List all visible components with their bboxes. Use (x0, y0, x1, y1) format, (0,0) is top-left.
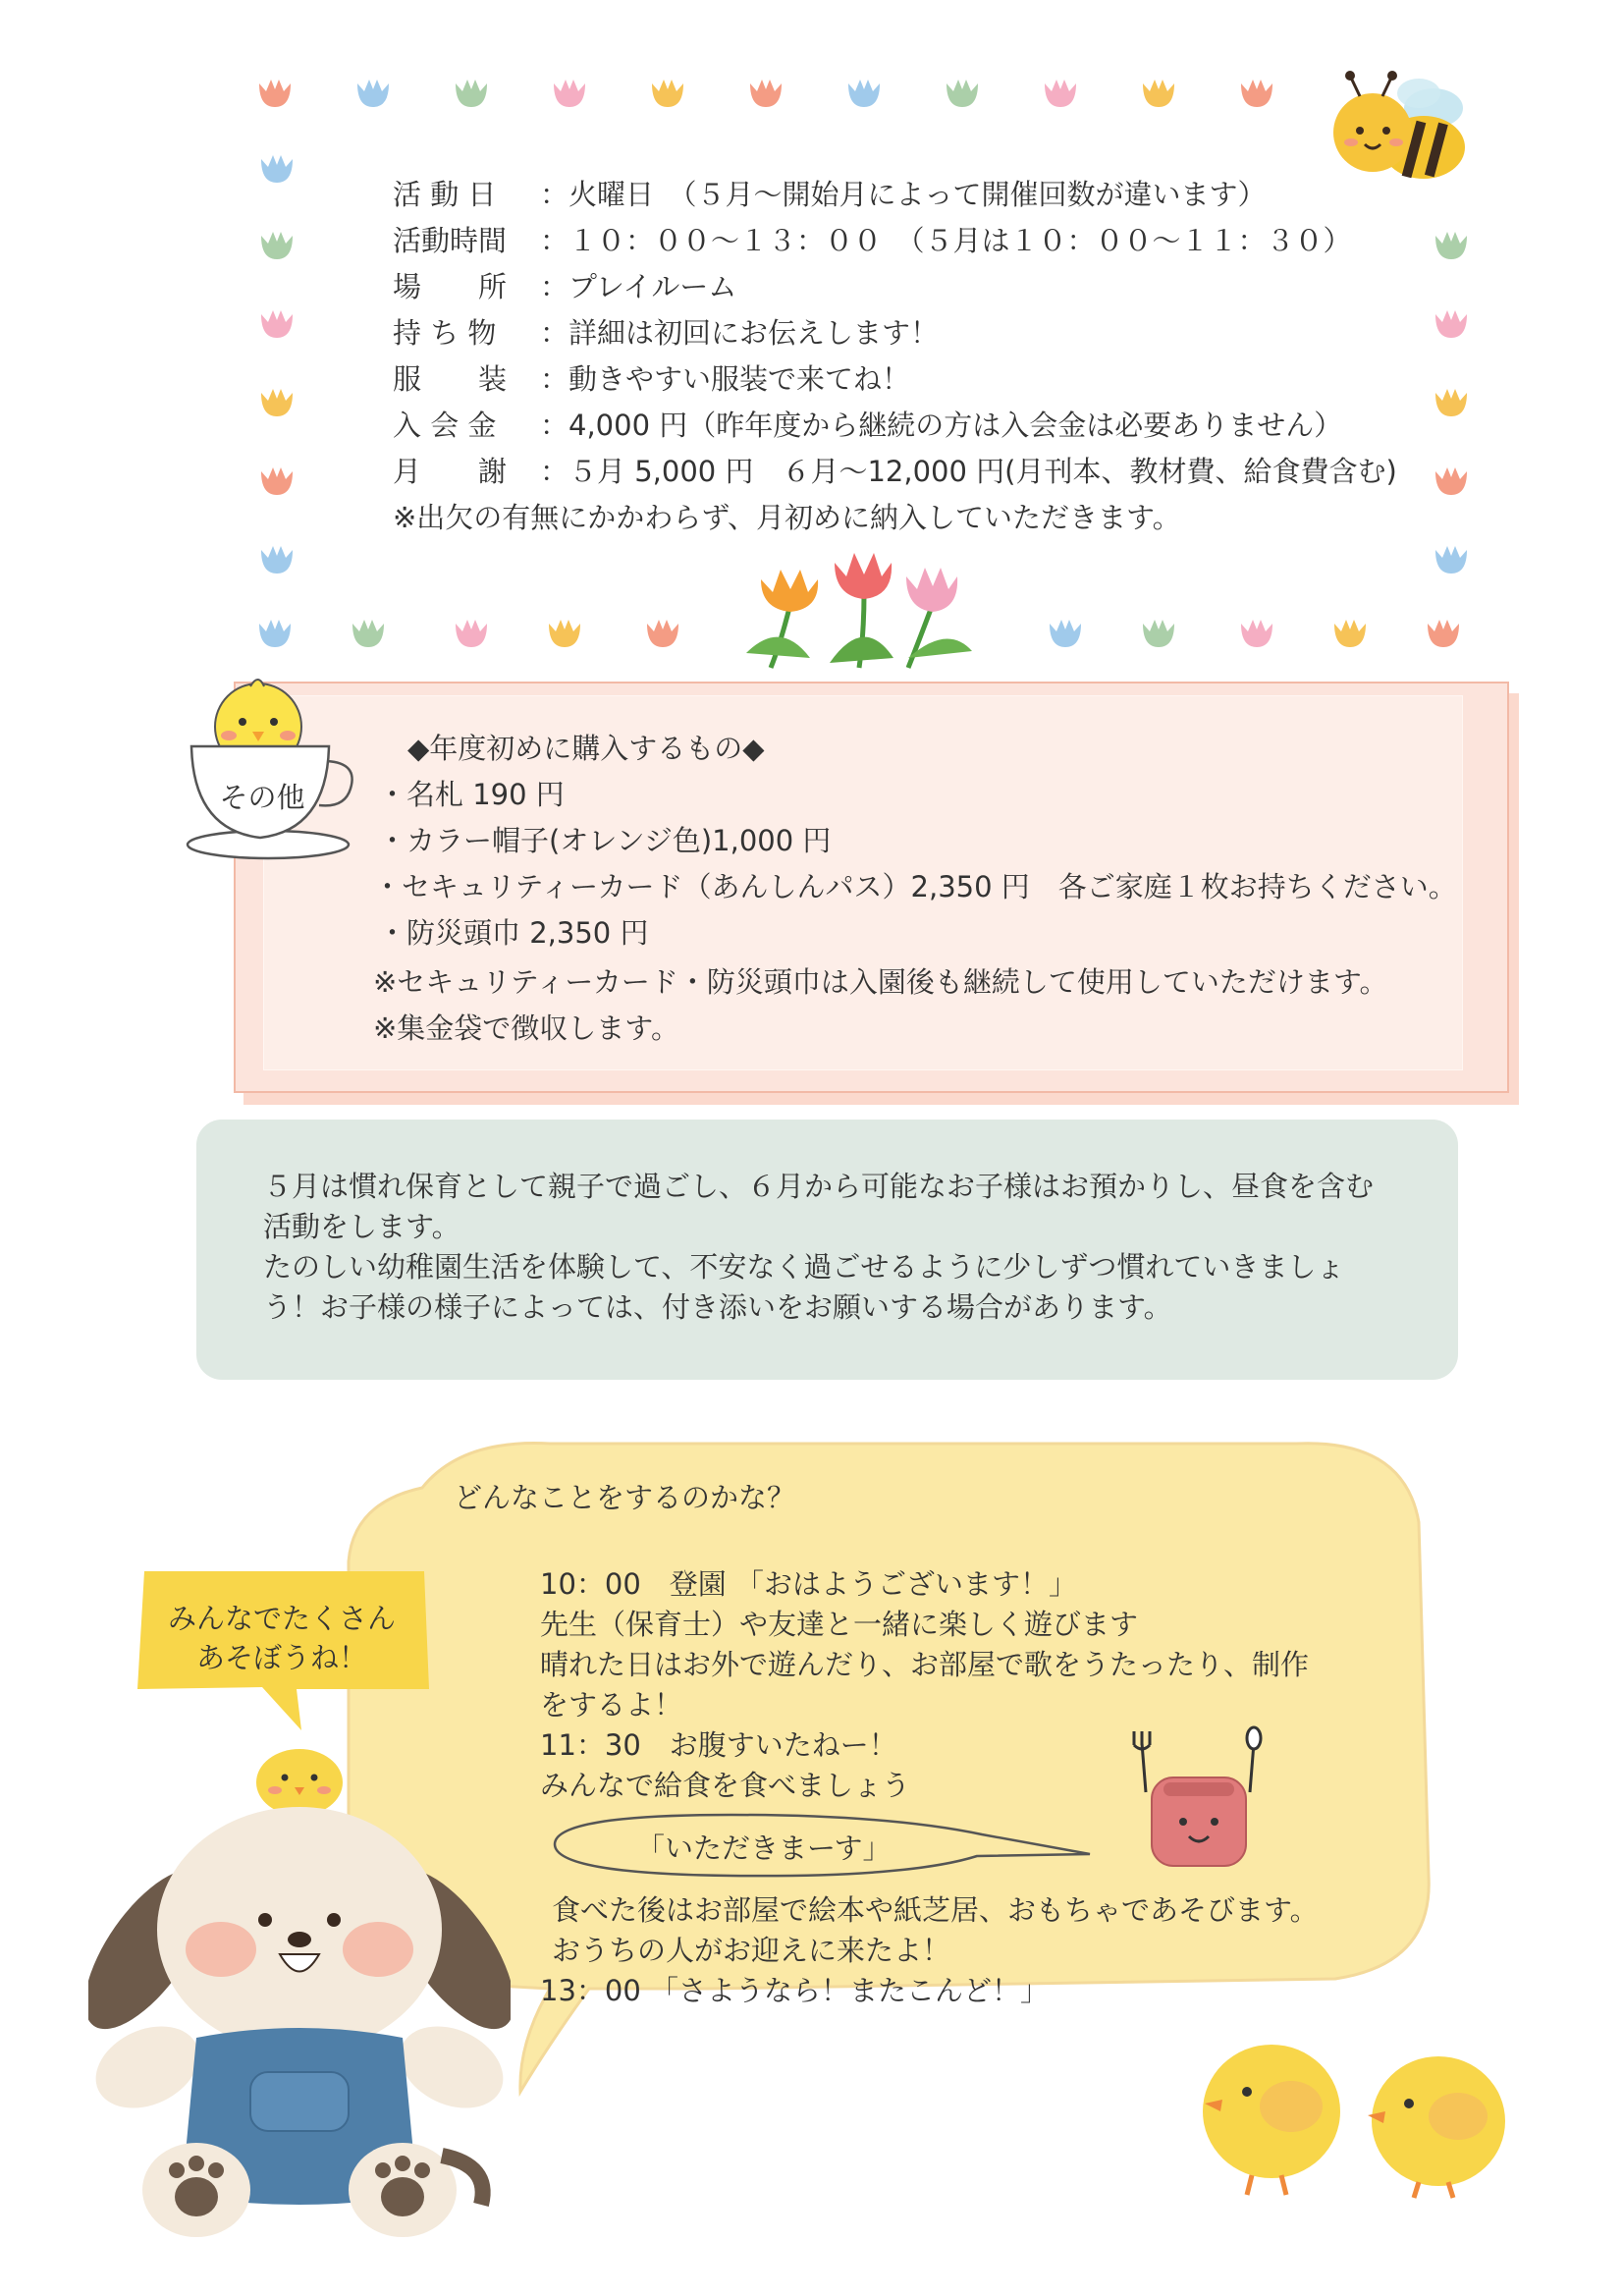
tulip-icon (1143, 80, 1174, 107)
chicks-illustration (1193, 2013, 1517, 2200)
purchase-item: ・カラー帽子(オレンジ色)1,000 円 (378, 824, 832, 857)
tulip-icon (261, 389, 293, 416)
tulip-icon (554, 80, 585, 107)
intro-line: 活動をします。 (263, 1210, 460, 1243)
schedule-line: をするよ！ (540, 1688, 683, 1722)
other-tag: その他 (219, 781, 305, 814)
tulip-icon (750, 80, 782, 107)
purchase-item: ・セキュリティーカード（あんしんパス）2,350 円 各ご家庭１枚お持ちください。 (373, 870, 1457, 903)
schedule-line: 晴れた日はお外で遊んだり、お部屋で歌をうたったり、制作 (540, 1648, 1310, 1681)
tulip-icon (1143, 620, 1174, 647)
tulip-icon (261, 310, 293, 338)
schedule-line: 先生（保育士）や友達と一緒に楽しく遊びます (540, 1608, 1139, 1641)
schedule-line: 11：30 お腹すいたねー！ (540, 1728, 897, 1762)
info-line-place: 場 所 ：プレイルーム (393, 270, 737, 303)
tulip-icon (357, 80, 389, 107)
tulip-icon (1435, 546, 1467, 574)
tulip-icon (848, 80, 880, 107)
tulip-icon (1435, 389, 1467, 416)
schedule-line: おうちの人がお迎えに来たよ！ (552, 1934, 951, 1967)
tulip-icon (652, 80, 683, 107)
tulip-icon (1045, 80, 1076, 107)
schedule-header: どんなことをするのかな？ (454, 1481, 796, 1514)
dog-illustration (88, 1743, 511, 2244)
intro-line: う！お子様の様子によっては、付き添いをお願いする場合があります。 (263, 1290, 1172, 1324)
tulip-icon (259, 80, 291, 107)
tulip-icon (1050, 620, 1081, 647)
chick-cup-illustration (182, 673, 358, 864)
tulip-icon (647, 620, 678, 647)
tulip-icon (261, 467, 293, 495)
purchase-item: ・防災頭巾 2,350 円 (378, 916, 649, 950)
info-line-clothing: 服 装 ：動きやすい服装で来てね！ (393, 362, 911, 396)
tulip-icon (1334, 620, 1366, 647)
tulip-icon (261, 546, 293, 574)
info-line-day: 活 動 日 ：火曜日 （５月～開始月によって開催回数が違います） (393, 178, 1267, 211)
tulip-icon (1241, 620, 1272, 647)
info-note: ※出欠の有無にかかわらず、月初めに納入していただきます。 (393, 501, 1181, 534)
tulip-icon (259, 620, 291, 647)
tulip-icon (1435, 232, 1467, 259)
schedule-line: 食べた後はお部屋で絵本や紙芝居、おもちゃであそびます。 (552, 1893, 1319, 1927)
tulip-icon (1435, 467, 1467, 495)
schedule-line: 10：00 登園 「おはようございます！」 (540, 1567, 1078, 1601)
tulip-icon (456, 80, 487, 107)
tulips-illustration (731, 535, 992, 673)
info-line-belongings: 持 ち 物 ：詳細は初回にお伝えします！ (393, 316, 940, 350)
intro-line: たのしい幼稚園生活を体験して、不安なく過ごせるように少しずつ慣れていきましょ (263, 1250, 1345, 1284)
bee-illustration (1316, 64, 1492, 191)
callout-text: みんなでたくさん あそぼうね！ (167, 1602, 396, 1674)
schedule-line: 13：00 「さようなら！またこんど！」 (540, 1974, 1050, 2007)
purchase-item: ・名札 190 円 (378, 778, 565, 811)
tulip-icon (352, 620, 384, 647)
intro-line: ５月は慣れ保育として親子で過ごし、６月から可能なお子様はお預かりし、昼食を含む (263, 1170, 1375, 1203)
tulip-icon (261, 232, 293, 259)
itadakimasu-text: 「いただきまーす」 (636, 1831, 892, 1865)
lunchbox-illustration (1124, 1723, 1271, 1881)
purchase-heading: ◆年度初めに購入するもの◆ (407, 732, 765, 765)
purchase-note: ※セキュリティーカード・防災頭巾は入園後も継続して使用していただけます。 (373, 965, 1388, 999)
info-line-entry-fee: 入 会 金 ：4,000 円（昨年度から継続の方は入会金は必要ありません） (393, 409, 1343, 442)
info-line-time: 活動時間 ：１０：００～１３：００ （５月は１０：００～１１：３０） (393, 224, 1352, 257)
tulip-icon (456, 620, 487, 647)
schedule-line: みんなで給食を食べましょう (540, 1769, 911, 1802)
tulip-icon (1435, 310, 1467, 338)
tulip-icon (1241, 80, 1272, 107)
tulip-icon (947, 80, 978, 107)
tulip-icon (261, 155, 293, 183)
info-line-monthly-fee: 月 謝 ：５月 5,000 円 ６月～12,000 円(月刊本、教材費、給食費含む) (393, 455, 1397, 488)
tulip-icon (549, 620, 580, 647)
purchase-note: ※集金袋で徴収します。 (373, 1011, 679, 1045)
tulip-icon (1428, 620, 1459, 647)
